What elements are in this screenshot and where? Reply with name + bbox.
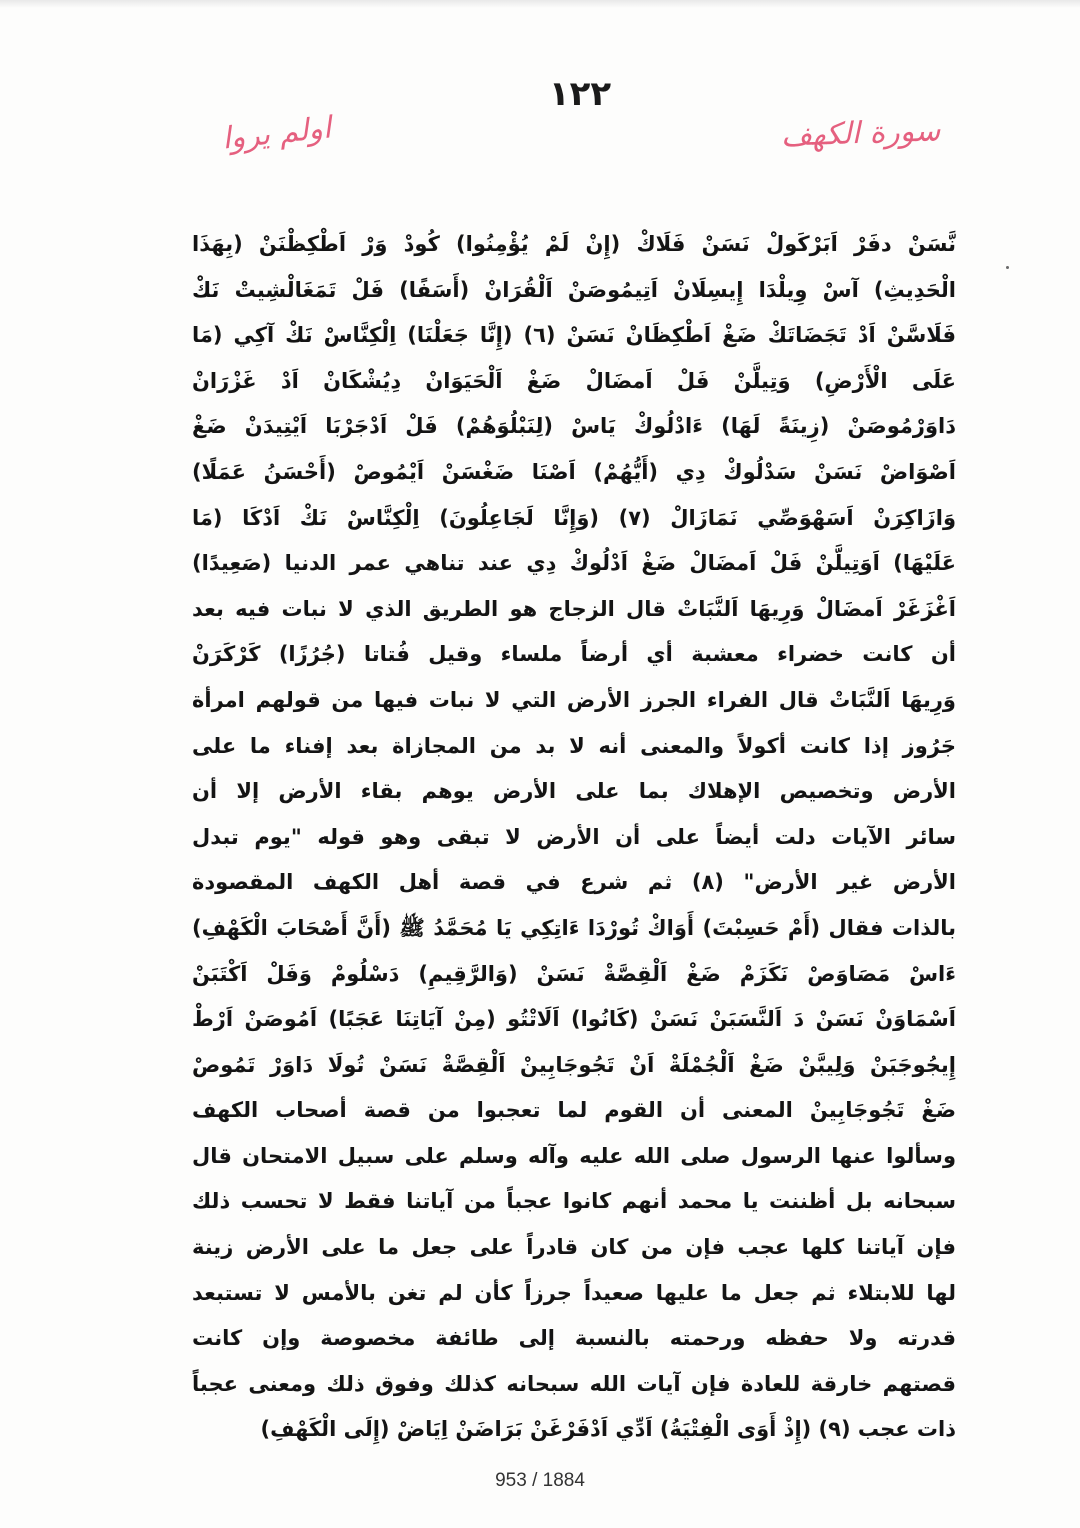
text-line: إِيجُوجَبَنْ وَلِيبَّنْ ضَغْ اَلْجُمْلَةْ اَنْ تَجُوجَابِينْ اَلْقِصَّةْ نَسَنْ تُولَا دَاوَرْ تَمُوصْ: [192, 1052, 956, 1077]
text-line: وسألوا عنها الرسول صلى الله عليه وآله وسلم على سبيل الامتحان قال: [192, 1143, 956, 1168]
text-line: فإن آياتنا كلها عجب فإن من كان قادراً على جعل ما على الأرض زينة: [192, 1235, 956, 1260]
text-line: ءَاسْ مَصَاوَصْ نَكَزَمْ ضَغْ اَلْقِصَّةْ نَسَنْ (وَالرَّقِيمِ) دَسْلُومْ وَفَلْ اَكْتَبَنْ: [192, 961, 956, 986]
commentary-text-block: [192, 222, 956, 1453]
text-line: لها للابتلاء ثم جعل ما عليها صعيداً جرزاً كأن لم تغن بالأمس لا تستبعد: [192, 1280, 956, 1305]
text-line: الْحَدِيثِ) آسْ وِيلْدَا إِيسِلَانْ اَتِيمُوصَنْ اَلْقُرَانْ (أَسَفًا) فَلْ تَمَغَالْشِيتْ نَكْ: [192, 277, 956, 302]
page-number: ١٢٢: [548, 74, 612, 114]
text-line: جَرُوز إذا كانت أكولاً والمعنى أنه لا بد من المجازاة بعد إفناء ما على: [192, 733, 956, 758]
scan-speck: [1006, 266, 1009, 269]
page-counter: 953 / 1884: [495, 1470, 585, 1491]
handwritten-verse-note: اولم يروا: [220, 110, 333, 157]
text-line: نَّسَنْ دفَرْ اَبَرْكَولْ نَسَنْ فَلَاكْ (إِنْ لَمْ يُؤْمِنُوا) كُودْ وَرْ اَطْكِظْنَنْ (بِهَذَا: [192, 232, 956, 256]
text-line: وَرِيهَا اَلنَّبَاتْ قال الفراء الجرز الأرض التي لا نبات فيها من قولهم امرأة: [192, 687, 956, 712]
text-line: دَاوَرْمُوصَنْ (زِينَةً لَهَا) ءَادْلُوكْ يَاسْ (لِنَبْلُوَهُمْ) فَلْ اَدْجَرْبَا اَيْتِيدَنْ ضَغْ: [192, 414, 956, 439]
text-line: فَلَاسَّنْ اَدْ تَجَضَاتَكْ ضَغْ اَطْكِظَانْ نَسَنْ (٦) (إِنَّا جَعَلْنَا) اِلْكِنَّاسْ نَكْ آكِي (مَا: [192, 323, 956, 348]
text-line: عَلَيْهَا) اَوَتِيلَّنْ فَلْ اَمضَالْ ضَغْ اَدْلُوكْ دِي عند تناهي عمر الدنيا (صَعِيدًا): [192, 551, 956, 576]
text-line: قدرته ولا حفظه ورحمته بالنسبة إلى طائفة مخصوصة وإن كانت: [192, 1326, 956, 1351]
text-line: بالذات فقال (أَمْ حَسِبْتَ) أَوَاكْ تُورْدَا ءَاتِكِي يَا مُحَمَّدُ ﷺ (أَنَّ أَصْحَابَ الْكَهْفِ): [192, 915, 956, 940]
text-line: عَلَى الْأَرْضِ) وَتِيلَّنْ فَلْ اَمضَالْ ضَغْ اَلْحَيَوَانْ دِيُشْكَانْ اَدْ غَزْرَانْ: [192, 368, 956, 393]
text-line: وَازَاكِرَنْ اَسَهْوَصِّي نَمَازَالْ (٧) (وَإِنَّا لَجَاعِلُونَ) اِلْكِنَّاسْ نَكْ اَدْكَا (مَا: [192, 505, 956, 530]
text-line: ضَغْ تَجُوجَابِينْ المعنى أن القوم لما تعجبوا من قصة أصحاب الكهف: [192, 1098, 956, 1123]
text-line: سائر الآيات دلت أيضاً على أن الأرض لا تبقى وهو قوله "يوم تبدل: [192, 824, 956, 849]
text-line: الأرض وتخصيص الإهلاك بما على الأرض يوهم بقاء الأرض إلا أن: [192, 779, 956, 804]
handwritten-surah-note: سورة الكهف: [780, 113, 941, 154]
text-line: سبحانه بل أظننت يا محمد أنهم كانوا عجباً من آياتنا فقط لا تحسب ذلك: [192, 1189, 956, 1214]
text-line: ذات عجب (٩) (إِذْ أَوَى الْفِتْيَةُ) اَدِّي اَدْفَرْغَنْ بَرَاضَنْ اِيَاضْ (إِلَى الْكَهْفِ): [260, 1417, 956, 1442]
text-line: اَغْزَغَرْ اَمضَالْ وَرِيهَا اَلنَّبَاتْ قال الزجاج هو الطريق الذي لا نبات فيه بعد: [192, 596, 956, 621]
scan-top-edge: [0, 0, 1080, 8]
text-line: أن كانت خضراء معشبة أي أرضاً ملساء وقيل فُتاتا (جُرُزًا) كَرْكَرَنْ: [192, 642, 956, 667]
text-line: اَسْمَاوَنْ نَسَنْ دَ اَلنَّسَبَنْ نَسَنْ (كَانُوا) اَلَاتْتُو (مِنْ آيَاتِنَا عَجَبًا) اَمُوصَنْ اَرْطْ: [192, 1007, 956, 1032]
text-line: الأرض غير الأرض" (٨) ثم شرع في قصة أهل الكهف المقصودة: [192, 870, 956, 895]
text-line: قصتهم خارقة للعادة فإن آيات الله سبحانه كذلك وفوق ذلك ومعنى عجباً: [192, 1371, 956, 1396]
text-line: اَصْوَاضْ نَسَنْ سَدْلُوكْ دِي (أَيُّهُمْ) اَصْنَا ضَغْسَنْ اَيْمُوصْ (أَحْسَنُ عَمَلًا): [192, 459, 956, 484]
